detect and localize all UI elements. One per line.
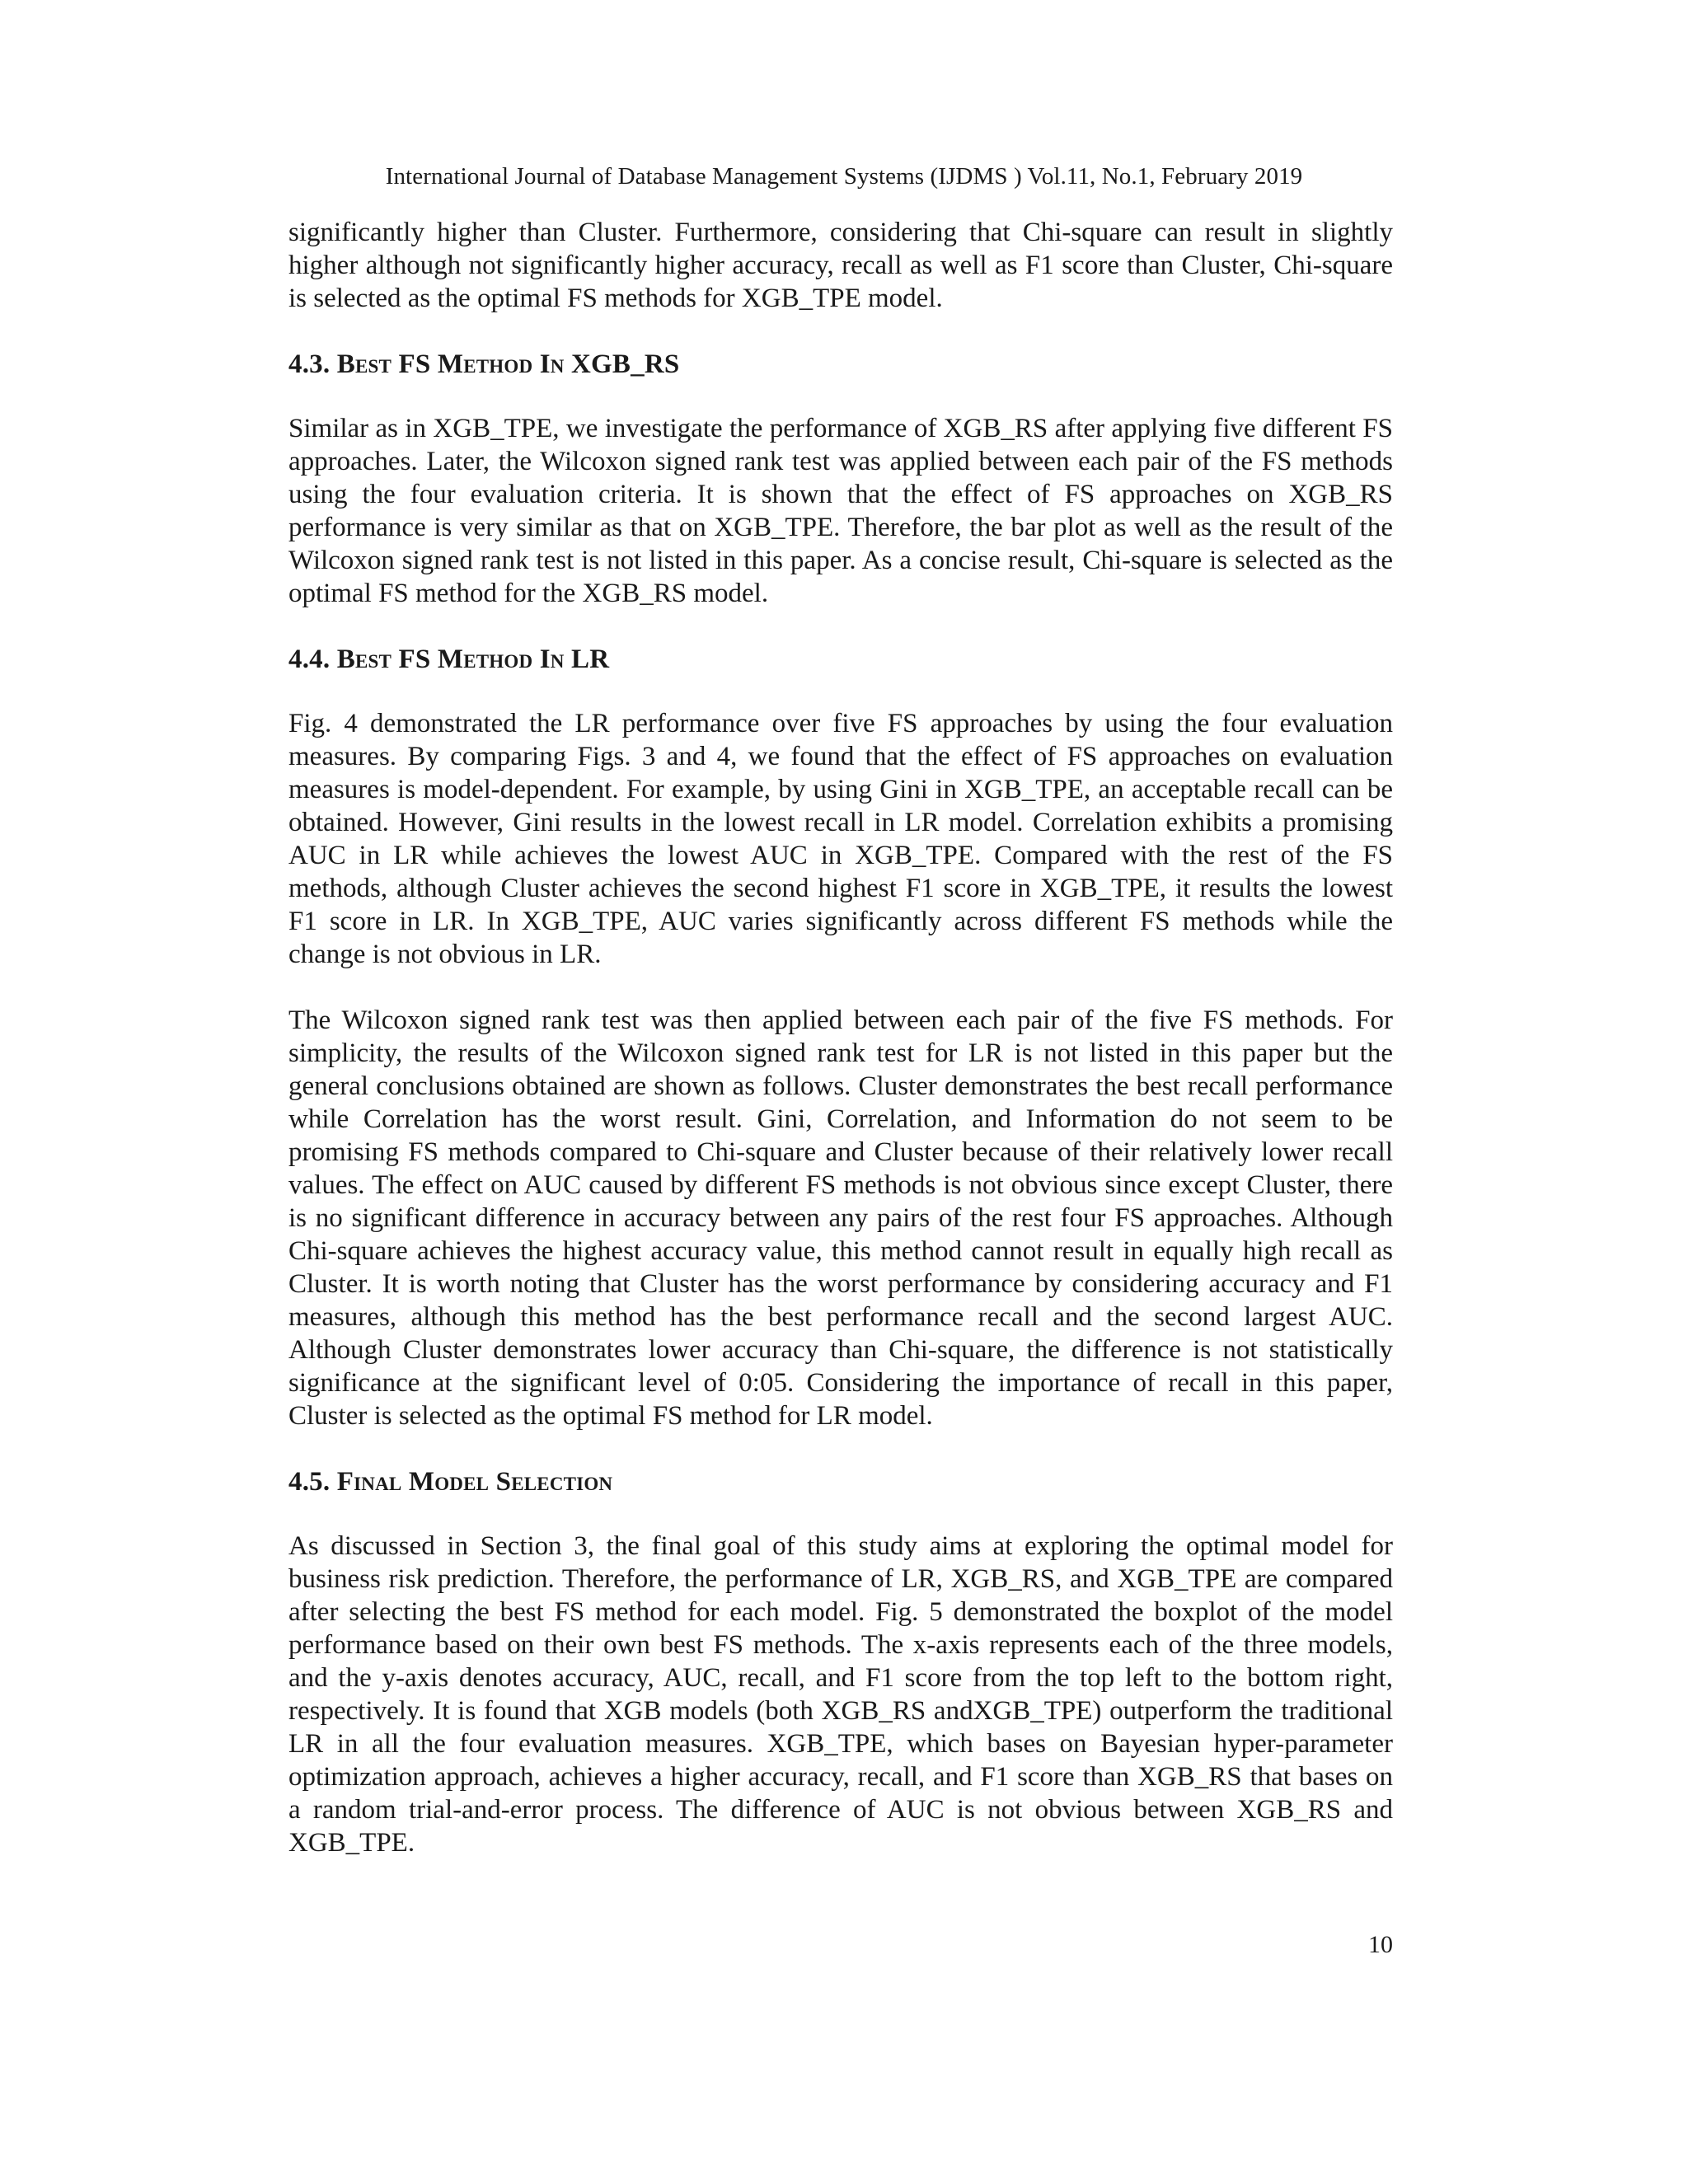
section-heading-4-5: 4.5. Final Model Selection (288, 1467, 613, 1497)
section-heading-4-3: 4.3. Best FS Method In XGB_RS (288, 349, 680, 379)
section-4-4-paragraph-1: Fig. 4 demonstrated the LR performance over five FS approaches by using the four evaluation measures. By comparing Figs. 3 and 4, we found that the effect of FS approaches on evaluation measures is model-dependent. For example, by using Gini in XGB_TPE, an acceptable recall can be obtained. However, Gini results in the lowest recall in LR model. Correlation exhibits a promising AUC in LR while achieves the lowest AUC in XGB_TPE. Compared with the rest of the FS methods, although Cluster achieves the second highest F1 score in XGB_TPE, it results the lowest F1 score in LR. In XGB_TPE, AUC varies significantly across different FS methods while the change is not obvious in LR. (288, 709, 1393, 969)
section-4-4 (288, 643, 1393, 1432)
section-4-5 (288, 1465, 1393, 1859)
section-4-5-paragraph-1: As discussed in Section 3, the final goal of this study aims at exploring the optimal model for business risk prediction. Therefore, the performance of LR, XGB_RS, and XGB_TPE are compared after selecting the best FS method for each model. Fig. 5 demonstrated the boxplot of the model performance based on their own best FS methods. The x-axis represents each of the three models, and the y-axis denotes accuracy, AUC, recall, and F1 score from the top left to the bottom right, respectively. It is found that XGB models (both XGB_RS andXGB_TPE) outperform the traditional LR in all the four evaluation measures. XGB_TPE, which bases on Bayesian hyper-parameter optimization approach, achieves a higher accuracy, recall, and F1 score than XGB_RS that bases on a random trial-and-error process. The difference of AUC is not obvious between XGB_RS and XGB_TPE. (288, 1531, 1393, 1858)
section-heading-4-4: 4.4. Best FS Method In LR (288, 644, 610, 674)
continuation-paragraph: significantly higher than Cluster. Furthermore, considering that Chi-square can result in slightly higher although not significantly higher accuracy, recall as well as F1 score than Cluster, Chi-square is selected as the optimal FS methods for XGB_TPE model. (288, 218, 1393, 313)
section-4-3-paragraph-1: Similar as in XGB_TPE, we investigate the performance of XGB_RS after applying five different FS approaches. Later, the Wilcoxon signed rank test was applied between each pair of the FS methods using the four evaluation criteria. It is shown that the effect of FS approaches on XGB_RS performance is very similar as that on XGB_TPE. Therefore, the bar plot as well as the result of the Wilcoxon signed rank test is not listed in this paper. As a concise result, Chi-square is selected as the optimal FS method for the XGB_RS model. (288, 414, 1393, 608)
article-body (288, 216, 1393, 1859)
running-header: International Journal of Database Management Systems (IJDMS ) Vol.11, No.1, February 2019 (385, 163, 1303, 190)
section-4-4-paragraph-2: The Wilcoxon signed rank test was then applied between each pair of the five FS methods. For simplicity, the results of the Wilcoxon signed rank test for LR is not listed in this paper but the general conclusions obtained are shown as follows. Cluster demonstrates the best recall performance while Correlation has the worst result. Gini, Correlation, and Information do not seem to be promising FS methods compared to Chi-square and Cluster because of their relatively lower recall values. The effect on AUC caused by different FS methods is not obvious since except Cluster, there is no significant difference in accuracy between any pairs of the rest four FS approaches. Although Chi-square achieves the highest accuracy value, this method cannot result in equally high recall as Cluster. It is worth noting that Cluster has the worst performance by considering accuracy and F1 measures, although this method has the best performance recall and the second largest AUC. Although Cluster demonstrates lower accuracy than Chi-square, the difference is not statistically significance at the significant level of 0:05. Considering the importance of recall in this paper, Cluster is selected as the optimal FS method for LR model. (288, 1005, 1393, 1431)
page-number: 10 (1368, 1931, 1393, 1958)
section-4-3 (288, 348, 1393, 610)
